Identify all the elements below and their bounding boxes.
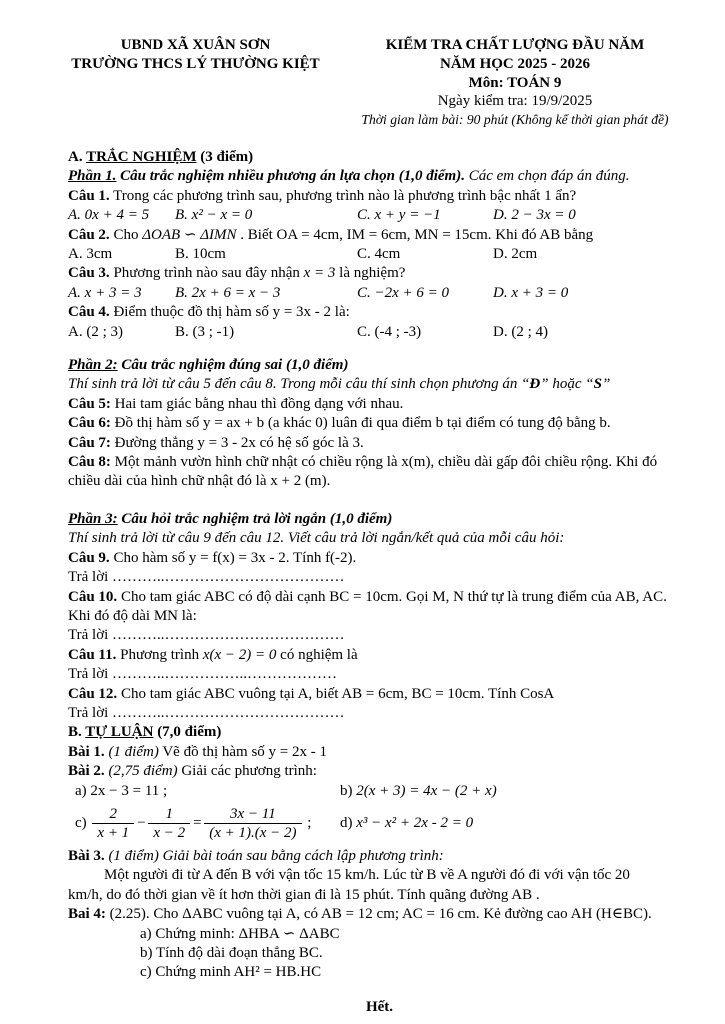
option-d: D. 2 − 3x = 0 [493, 207, 576, 224]
part2-note-text1: Thí sinh trả lời từ câu 5 đến câu 8. Trong mỗi câu thí sinh chọn phương án “ [68, 376, 530, 393]
question-7-label: Câu 7: [68, 434, 111, 451]
problem-2c [68, 805, 340, 842]
question-12-text: Cho tam giác ABC vuông tại A, biết AB = 6cm, BC = 10cm. Tính CosA [117, 685, 555, 702]
problem-4 [68, 905, 691, 924]
section-b-prefix: B. [68, 724, 86, 741]
problem-4-label: Bai 4: [68, 906, 106, 923]
question-3-math: x = 3 [303, 265, 336, 282]
problem-2 [68, 762, 691, 781]
question-2-pre: Cho [109, 226, 143, 243]
section-a-points: (3 điểm) [196, 148, 254, 165]
question-3-post: là nghiệm? [335, 265, 406, 282]
section-a-heading [68, 148, 691, 167]
problem-4-item-c: c) Chứng minh AH² = HB.HC [140, 964, 322, 981]
problem-2-points: (2,75 điểm) [104, 763, 178, 780]
question-1-label: Câu 1. [68, 187, 110, 204]
problem-2c-end: ; [303, 815, 312, 832]
part2-title: Câu trắc nghiệm đúng sai (1,0 điểm) [117, 357, 349, 374]
question-10-answer-line: Trả lời ………..……………………………… [68, 627, 345, 644]
option-a: A. 3cm [68, 246, 113, 263]
question-4 [68, 303, 691, 322]
option-b: B. x² − x = 0 [175, 207, 253, 224]
header [68, 36, 691, 130]
option-c: C. (-4 ; -3) [357, 323, 422, 340]
problem-1-points: (1 điểm) [104, 743, 159, 760]
question-3-pre: Phương trình nào sau đây nhận [109, 265, 304, 282]
problem-3-label: Bài 3. [68, 847, 105, 864]
question-3-options [68, 284, 691, 303]
question-7 [68, 434, 691, 453]
problem-2d [340, 814, 691, 833]
part2-note-text3: ” [601, 376, 611, 393]
problem-2-row-ab [68, 782, 691, 801]
section-b-title: TỰ LUẬN [85, 724, 154, 741]
question-8-text: Một mảnh vườn hình chữ nhật có chiều rộng là x(m), chiều dài gấp đôi chiều rộng. Khi đó chiều dài của hình chữ nhật đó là x + 2 (m). [68, 454, 658, 490]
question-12 [68, 685, 691, 704]
problem-2d-math: x³ − x² + 2x - 2 = 0 [356, 815, 474, 832]
question-6 [68, 414, 691, 433]
end-of-exam-marker: Hết. [365, 998, 394, 1015]
exam-date: Ngày kiểm tra: 19/9/2025 [437, 93, 593, 110]
problem-1-label: Bài 1. [68, 743, 105, 760]
problem-2-row-cd [68, 801, 691, 847]
question-8 [68, 453, 691, 492]
option-d: D. x + 3 = 0 [493, 284, 569, 301]
question-11-pre: Phương trình [116, 646, 203, 663]
problem-2b-math: 2(x + 3) = 4x − (2 + x) [356, 782, 497, 799]
fraction-3 [204, 805, 301, 842]
option-c: C. −2x + 6 = 0 [357, 284, 450, 301]
part1-label: Phần 1. [68, 168, 117, 185]
option-d: D. 2cm [493, 246, 538, 263]
question-11-answer-line: Trả lời ………..……………..……………… [68, 666, 338, 683]
question-2-options [68, 245, 691, 264]
problem-2b [340, 782, 691, 801]
question-5-label: Câu 5: [68, 395, 111, 412]
fraction-1 [92, 805, 134, 842]
question-11-label: Câu 11. [68, 646, 117, 663]
question-1 [68, 187, 691, 206]
problem-2b-label: b) [340, 782, 357, 799]
question-4-label: Câu 4. [68, 304, 110, 321]
question-9-label: Câu 9. [68, 549, 110, 566]
problem-2-text: Giải các phương trình: [177, 763, 317, 780]
equals-operator: = [192, 815, 203, 832]
fraction-2-denominator: x − 2 [153, 825, 186, 842]
fraction-3-numerator: 3x − 11 [204, 805, 301, 824]
problem-4-item-b: b) Tính độ dài đoạn thẳng BC. [140, 945, 323, 962]
fraction-3-denominator: (x + 1).(x − 2) [209, 825, 297, 842]
section-a-prefix: A. [68, 148, 87, 165]
question-11-post: có nghiệm là [276, 646, 358, 663]
problem-2a: a) 2x − 3 = 11 ; [75, 782, 168, 799]
question-1-options [68, 206, 691, 225]
question-3 [68, 264, 691, 283]
problem-4-text: (2.25). Cho ΔABC vuông tại A, có AB = 12 cm; AC = 16 cm. Kẻ đường cao AH (H∈BC). [105, 906, 652, 923]
question-2-label: Câu 2. [68, 226, 110, 243]
question-5 [68, 395, 691, 414]
option-c: C. 4cm [357, 246, 401, 263]
problem-2c-label: c) [75, 815, 91, 832]
fraction-2-numerator: 1 [148, 805, 190, 824]
question-1-text: Trong các phương trình sau, phương trình nào là phương trình bậc nhất 1 ẩn? [109, 187, 577, 204]
part3-title: Câu hỏi trắc nghiệm trả lời ngắn (1,0 điểm) [117, 510, 393, 527]
exam-title-line1: KIỂM TRA CHẤT LƯỢNG ĐẦU NĂM [385, 37, 645, 53]
question-12-answer-line: Trả lời ………..……………………………… [68, 704, 345, 721]
question-10-label: Câu 10. [68, 588, 118, 605]
question-9-text: Cho hàm số y = f(x) = 3x - 2. Tính f(-2). [109, 549, 357, 566]
question-8-label: Câu 8: [68, 454, 111, 471]
question-10-text: Cho tam giác ABC có độ dài cạnh BC = 10cm. Gọi M, N thứ tự là trung điểm của AB, AC. Khi đó độ dài MN là: [68, 588, 667, 624]
question-2-math: ΔOAB ∽ ΔIMN [142, 226, 237, 243]
question-4-options [68, 323, 691, 342]
question-11 [68, 646, 691, 665]
question-9 [68, 549, 691, 568]
part2-note-text2: ” hoặc “ [540, 376, 594, 393]
fraction-1-numerator: 2 [92, 805, 134, 824]
issuing-org-block [68, 36, 323, 130]
problem-3-points: (1 điểm) Giải bài toán sau bằng cách lập phương trình: [104, 847, 444, 864]
fraction-1-denominator: x + 1 [97, 825, 130, 842]
question-4-text: Điểm thuộc đồ thị hàm số y = 3x - 2 là: [109, 304, 350, 321]
problem-4-item-a: a) Chứng minh: ΔHBA ∽ ΔABC [140, 925, 340, 942]
question-6-label: Câu 6: [68, 415, 111, 432]
fraction-2 [148, 805, 190, 842]
problem-1-text: Vẽ đồ thị hàm số y = 2x - 1 [158, 743, 328, 760]
exam-title-line2: NĂM HỌC 2025 - 2026 [440, 55, 590, 72]
problem-2-label: Bài 2. [68, 763, 105, 780]
option-a: A. x + 3 = 3 [68, 284, 142, 301]
option-b: B. 2x + 6 = x − 3 [175, 284, 281, 301]
section-b-heading [68, 723, 691, 742]
option-b: B. 10cm [175, 246, 226, 263]
part3-heading [68, 510, 691, 529]
question-12-label: Câu 12. [68, 685, 118, 702]
section-a-title: TRẮC NGHIỆM [86, 148, 197, 165]
question-7-text: Đường thẳng y = 3 - 2x có hệ số góc là 3. [110, 434, 364, 451]
part1-title: Câu trắc nghiệm nhiều phương án lựa chọn (1,0 điểm). [116, 168, 465, 185]
problem-3-body-line1: Một người đi từ A đến B với vận tốc 15 km/h. Lúc từ B về A người đó đi với vận tốc 20 [104, 867, 630, 884]
question-2-post: . Biết OA = 4cm, IM = 6cm, MN = 15cm. Khi đó AB bằng [236, 226, 594, 243]
part3-note: Thí sinh trả lời từ câu 9 đến câu 12. Viết câu trả lời ngắn/kết quả của mỗi câu hỏi: [68, 530, 565, 547]
part1-heading [68, 167, 691, 186]
problem-3 [68, 847, 691, 866]
part2-heading [68, 356, 691, 375]
part2-true-letter: Đ [529, 376, 541, 393]
exam-duration: Thời gian làm bài: 90 phút (Không kể thời gian phát đề) [361, 112, 669, 128]
question-2 [68, 226, 691, 245]
exam-title-block [339, 36, 691, 130]
part3-label: Phần 3: [68, 510, 118, 527]
question-9-answer-line: Trả lời ………..……………………………… [68, 569, 345, 586]
org-name-line2: TRƯỜNG THCS LÝ THƯỜNG KIỆT [71, 55, 320, 72]
option-c: C. x + y = −1 [357, 207, 441, 224]
part2-note [68, 375, 691, 394]
exam-subject: Môn: TOÁN 9 [468, 74, 562, 91]
org-name-line1: UBND XÃ XUÂN SƠN [120, 37, 271, 53]
problem-2d-label: d) [340, 815, 357, 832]
question-3-label: Câu 3. [68, 265, 110, 282]
part2-false-letter: S [593, 376, 602, 393]
problem-3-body-line2: km/h, do đó thời gian về ít hơn thời gian đi là 15 phút. Tính quãng đường AB . [68, 886, 540, 903]
option-a: A. 0x + 4 = 5 [68, 207, 150, 224]
question-5-text: Hai tam giác bằng nhau thì đồng dạng với nhau. [110, 395, 404, 412]
part1-note: Các em chọn đáp án đúng. [464, 168, 630, 185]
problem-1 [68, 743, 691, 762]
minus-operator: − [136, 815, 147, 832]
part2-label: Phần 2: [68, 357, 118, 374]
option-d: D. (2 ; 4) [493, 323, 548, 340]
section-b-points: (7,0 điểm) [153, 724, 222, 741]
question-11-math: x(x − 2) = 0 [202, 646, 277, 663]
option-a: A. (2 ; 3) [68, 323, 123, 340]
option-b: B. (3 ; -1) [175, 323, 235, 340]
question-10 [68, 588, 691, 627]
question-6-text: Đồ thị hàm số y = ax + b (a khác 0) luân đi qua điểm b tại điểm có tung độ bằng b. [110, 415, 611, 432]
